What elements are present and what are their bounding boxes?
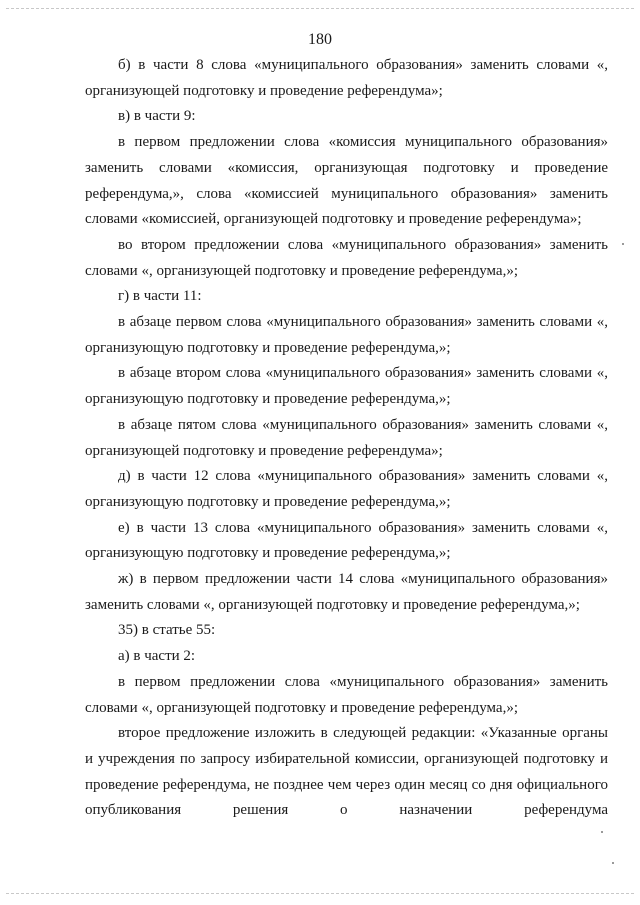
paragraph: е) в части 13 слова «муниципального образования» заменить словами «, организующую подготовку и проведение референдума,»; <box>85 519 608 562</box>
paragraph: в первом предложении слова «муниципального образования» заменить словами «, организующей подготовку и проведение референдума,»; <box>85 673 608 716</box>
paragraph: во втором предложении слова «муниципального образования» заменить словами «, организующей подготовку и проведение референдума,»; <box>85 236 608 279</box>
paragraph: ж) в первом предложении части 14 слова «муниципального образования» заменить словами «, организующей подготовку и проведение референдума,»; <box>85 571 608 613</box>
paragraph: в абзаце втором слова «муниципального образования» заменить словами «, организующую подготовку и проведение референдума,»; <box>85 365 608 408</box>
paragraph: 35) в статье 55: <box>118 622 216 639</box>
paragraph: в абзаце первом слова «муниципального образования» заменить словами «, организующую подготовку и проведение референдума,»; <box>85 314 608 356</box>
paragraph: в) в части 9: <box>118 108 196 125</box>
scan-speck <box>601 831 603 833</box>
paragraph: в абзаце пятом слова «муниципального образования» заменить словами «, организующей подготовку и проведение референдума»; <box>85 416 608 459</box>
scan-border-bottom <box>6 893 634 894</box>
scan-speck <box>612 862 614 864</box>
document-body <box>85 53 608 824</box>
paragraph: д) в части 12 слова «муниципального образования» заменить словами «, организующую подготовку и проведение референдума,»; <box>85 468 608 510</box>
scan-border-top <box>6 8 634 9</box>
paragraph: б) в части 8 слова «муниципального образования» заменить словами «, организующей подготовку и проведение референдума»; <box>85 57 608 99</box>
paragraph: в первом предложении слова «комиссия муниципального образования» заменить словами «комиссия, организующая подготовку и проведение референдума,», слова «комиссией муниципального образования» заменить словами «комиссией, организующей подготовку и проведение референдума»; <box>85 134 608 228</box>
paragraph: г) в части 11: <box>118 288 202 305</box>
paragraph: второе предложение изложить в следующей редакции: «Указанные органы и учреждения по запросу избирательной комиссии, организующей подготовку и проведение референдума, не позднее чем через один месяц со дня официального опубликования решения о назначении референдума <box>85 725 608 819</box>
paragraph: а) в части 2: <box>118 648 196 665</box>
page-number: 180 <box>308 31 332 48</box>
scan-speck <box>622 243 624 245</box>
